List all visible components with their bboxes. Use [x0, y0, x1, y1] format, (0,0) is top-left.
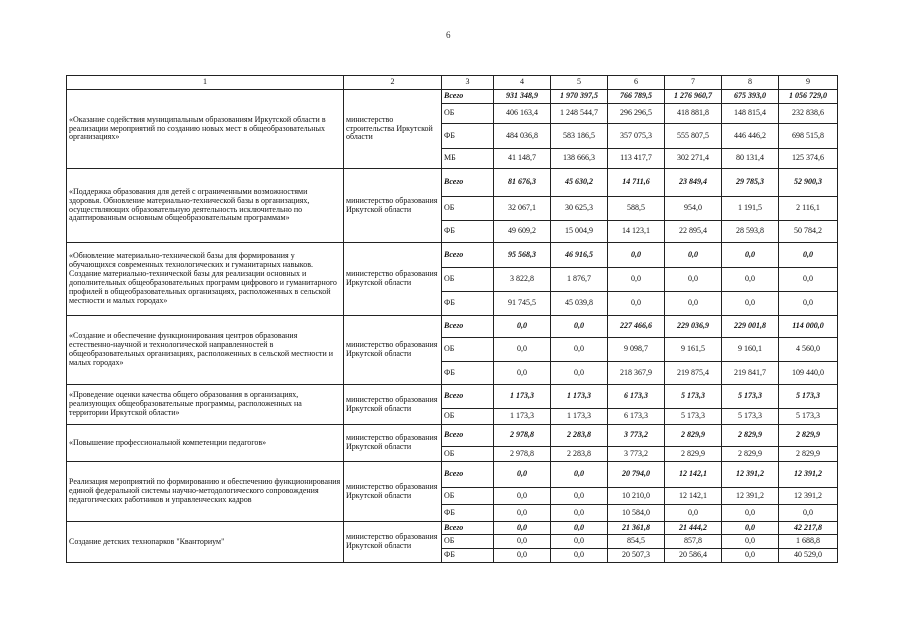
- amount-cell: 138 666,3: [551, 149, 608, 169]
- amount-cell: 484 036,8: [494, 124, 551, 149]
- funding-source: Всего: [442, 425, 494, 447]
- activity-description: «Повышение профессиональной компетенции педагогов»: [67, 425, 344, 462]
- amount-cell: 0,0: [665, 243, 722, 268]
- responsible-executor: министерство строительства Иркутской области: [344, 90, 442, 169]
- responsible-executor: министерство образования Иркутской области: [344, 316, 442, 385]
- amount-cell: 5 173,3: [722, 385, 779, 409]
- amount-cell: 0,0: [494, 362, 551, 385]
- amount-cell: 0,0: [608, 292, 665, 316]
- activity-description: «Проведение оценки качества общего образования в организациях, реализующих общеобразовательные программы, расположенных на территории Иркутской области»: [67, 385, 344, 425]
- amount-cell: 0,0: [722, 535, 779, 549]
- amount-cell: 0,0: [494, 522, 551, 535]
- amount-cell: 1 876,7: [551, 268, 608, 292]
- amount-cell: 14 123,1: [608, 221, 665, 243]
- activity-description: Реализация мероприятий по формированию и обеспечению функционирования единой федеральной системы научно-методологического сопровождения педагогических работников и управленческих кадров: [67, 462, 344, 522]
- funding-source: ОБ: [442, 197, 494, 221]
- column-number: 5: [551, 76, 608, 90]
- amount-cell: 2 978,8: [494, 447, 551, 462]
- column-number: 1: [67, 76, 344, 90]
- table-row: [67, 462, 838, 488]
- amount-cell: 0,0: [551, 549, 608, 563]
- funding-source: ОБ: [442, 338, 494, 362]
- funding-source: Всего: [442, 385, 494, 409]
- amount-cell: 0,0: [722, 292, 779, 316]
- table-row: [67, 316, 838, 338]
- amount-cell: 0,0: [551, 338, 608, 362]
- budget-table: [66, 75, 838, 563]
- amount-cell: 766 789,5: [608, 90, 665, 104]
- activity-description: «Поддержка образования для детей с ограниченными возможностями здоровья. Обновление материально-технической базы в организациях, осуществляющих образовательную деятельность исключительно по адаптированным основным общеобразовательным программам»: [67, 169, 344, 243]
- amount-cell: 5 173,3: [779, 385, 838, 409]
- amount-cell: 52 900,3: [779, 169, 838, 197]
- amount-cell: 114 000,0: [779, 316, 838, 338]
- amount-cell: 2 116,1: [779, 197, 838, 221]
- amount-cell: 50 784,2: [779, 221, 838, 243]
- amount-cell: 583 186,5: [551, 124, 608, 149]
- column-number: 3: [442, 76, 494, 90]
- amount-cell: 0,0: [551, 362, 608, 385]
- amount-cell: 2 829,9: [665, 447, 722, 462]
- amount-cell: 40 529,0: [779, 549, 838, 563]
- amount-cell: 854,5: [608, 535, 665, 549]
- amount-cell: 10 584,0: [608, 505, 665, 522]
- responsible-executor: министерство образования Иркутской области: [344, 243, 442, 316]
- amount-cell: 229 036,9: [665, 316, 722, 338]
- amount-cell: 0,0: [494, 338, 551, 362]
- activity-description: Создание детских технопарков "Кванториум": [67, 522, 344, 563]
- amount-cell: 0,0: [722, 522, 779, 535]
- funding-source: ФБ: [442, 505, 494, 522]
- table-row: [67, 90, 838, 104]
- amount-cell: 1 688,8: [779, 535, 838, 549]
- responsible-executor: министерство образования Иркутской области: [344, 169, 442, 243]
- table-row: [67, 425, 838, 447]
- amount-cell: 4 560,0: [779, 338, 838, 362]
- funding-source: ФБ: [442, 221, 494, 243]
- amount-cell: 0,0: [665, 292, 722, 316]
- funding-source: ФБ: [442, 124, 494, 149]
- amount-cell: 5 173,3: [665, 385, 722, 409]
- page-number: 6: [446, 30, 451, 40]
- amount-cell: 12 391,2: [722, 488, 779, 505]
- amount-cell: 0,0: [722, 268, 779, 292]
- funding-source: ОБ: [442, 447, 494, 462]
- amount-cell: 2 829,9: [779, 447, 838, 462]
- amount-cell: 5 173,3: [779, 409, 838, 425]
- amount-cell: 857,8: [665, 535, 722, 549]
- amount-cell: 9 160,1: [722, 338, 779, 362]
- column-number: 4: [494, 76, 551, 90]
- amount-cell: 125 374,6: [779, 149, 838, 169]
- amount-cell: 80 131,4: [722, 149, 779, 169]
- funding-source: ФБ: [442, 362, 494, 385]
- amount-cell: 229 001,8: [722, 316, 779, 338]
- amount-cell: 95 568,3: [494, 243, 551, 268]
- amount-cell: 2 829,9: [665, 425, 722, 447]
- amount-cell: 446 446,2: [722, 124, 779, 149]
- amount-cell: 12 142,1: [665, 488, 722, 505]
- amount-cell: 302 271,4: [665, 149, 722, 169]
- funding-source: ОБ: [442, 268, 494, 292]
- amount-cell: 1 970 397,5: [551, 90, 608, 104]
- amount-cell: 0,0: [779, 243, 838, 268]
- responsible-executor: министерство образования Иркутской области: [344, 522, 442, 563]
- amount-cell: 6 173,3: [608, 385, 665, 409]
- amount-cell: 3 822,8: [494, 268, 551, 292]
- activity-description: «Обновление материально-технической базы для формирования у обучающихся современных технологических и гуманитарных навыков. Создание материально-технической базы для реализации основных и дополнительных общеобразовательных программ цифрового и гуманитарного профилей в общеобразовательных организациях, расположенных в сельской местности и малых городах»: [67, 243, 344, 316]
- funding-source: ОБ: [442, 535, 494, 549]
- amount-cell: 219 841,7: [722, 362, 779, 385]
- amount-cell: 9 161,5: [665, 338, 722, 362]
- column-number: 9: [779, 76, 838, 90]
- funding-source: Всего: [442, 462, 494, 488]
- amount-cell: 3 773,2: [608, 447, 665, 462]
- amount-cell: 2 829,9: [722, 447, 779, 462]
- amount-cell: 0,0: [551, 488, 608, 505]
- table-row: [67, 243, 838, 268]
- funding-source: Всего: [442, 243, 494, 268]
- amount-cell: 931 348,9: [494, 90, 551, 104]
- amount-cell: 45 630,2: [551, 169, 608, 197]
- amount-cell: 1 173,3: [551, 385, 608, 409]
- amount-cell: 0,0: [722, 505, 779, 522]
- amount-cell: 28 593,8: [722, 221, 779, 243]
- amount-cell: 418 881,8: [665, 104, 722, 124]
- amount-cell: 698 515,8: [779, 124, 838, 149]
- amount-cell: 1 276 960,7: [665, 90, 722, 104]
- amount-cell: 23 849,4: [665, 169, 722, 197]
- amount-cell: 0,0: [494, 462, 551, 488]
- amount-cell: 6 173,3: [608, 409, 665, 425]
- amount-cell: 1 191,5: [722, 197, 779, 221]
- amount-cell: 0,0: [608, 268, 665, 292]
- amount-cell: 0,0: [779, 268, 838, 292]
- column-number-row: [67, 76, 838, 90]
- amount-cell: 357 075,3: [608, 124, 665, 149]
- amount-cell: 1 173,3: [494, 409, 551, 425]
- amount-cell: 1 248 544,7: [551, 104, 608, 124]
- amount-cell: 12 391,2: [779, 462, 838, 488]
- amount-cell: 15 004,9: [551, 221, 608, 243]
- amount-cell: 148 815,4: [722, 104, 779, 124]
- responsible-executor: министерство образования Иркутской области: [344, 425, 442, 462]
- amount-cell: 14 711,6: [608, 169, 665, 197]
- amount-cell: 12 142,1: [665, 462, 722, 488]
- amount-cell: 42 217,8: [779, 522, 838, 535]
- column-number: 7: [665, 76, 722, 90]
- amount-cell: 81 676,3: [494, 169, 551, 197]
- funding-source: Всего: [442, 522, 494, 535]
- amount-cell: 1 173,3: [551, 409, 608, 425]
- amount-cell: 45 039,8: [551, 292, 608, 316]
- amount-cell: 2 283,8: [551, 447, 608, 462]
- amount-cell: 0,0: [608, 243, 665, 268]
- amount-cell: 0,0: [665, 268, 722, 292]
- amount-cell: 91 745,5: [494, 292, 551, 316]
- amount-cell: 113 417,7: [608, 149, 665, 169]
- amount-cell: 0,0: [494, 488, 551, 505]
- amount-cell: 0,0: [494, 316, 551, 338]
- activity-description: «Создание и обеспечение функционирования центров образования естественно-научной и технологической направленностей в общеобразовательных организациях, расположенных в сельской местности и малых городах»: [67, 316, 344, 385]
- amount-cell: 0,0: [551, 505, 608, 522]
- amount-cell: 0,0: [551, 316, 608, 338]
- amount-cell: 0,0: [494, 505, 551, 522]
- table-row: [67, 385, 838, 409]
- column-number: 6: [608, 76, 665, 90]
- amount-cell: 0,0: [722, 243, 779, 268]
- amount-cell: 21 361,8: [608, 522, 665, 535]
- amount-cell: 21 444,2: [665, 522, 722, 535]
- amount-cell: 0,0: [551, 522, 608, 535]
- amount-cell: 30 625,3: [551, 197, 608, 221]
- funding-source: ФБ: [442, 549, 494, 563]
- amount-cell: 49 609,2: [494, 221, 551, 243]
- amount-cell: 675 393,0: [722, 90, 779, 104]
- amount-cell: 9 098,7: [608, 338, 665, 362]
- amount-cell: 29 785,3: [722, 169, 779, 197]
- amount-cell: 20 794,0: [608, 462, 665, 488]
- amount-cell: 3 773,2: [608, 425, 665, 447]
- activity-description: «Оказание содействия муниципальным образованиям Иркутской области в реализации мероприятий по созданию новых мест в общеобразовательных организациях»: [67, 90, 344, 169]
- amount-cell: 32 067,1: [494, 197, 551, 221]
- amount-cell: 0,0: [551, 462, 608, 488]
- funding-source: Всего: [442, 169, 494, 197]
- funding-source: ОБ: [442, 488, 494, 505]
- amount-cell: 109 440,0: [779, 362, 838, 385]
- funding-source: Всего: [442, 90, 494, 104]
- amount-cell: 954,0: [665, 197, 722, 221]
- amount-cell: 5 173,3: [722, 409, 779, 425]
- amount-cell: 22 895,4: [665, 221, 722, 243]
- amount-cell: 2 829,9: [779, 425, 838, 447]
- amount-cell: 406 163,4: [494, 104, 551, 124]
- amount-cell: 12 391,2: [779, 488, 838, 505]
- amount-cell: 12 391,2: [722, 462, 779, 488]
- amount-cell: 232 838,6: [779, 104, 838, 124]
- table-row: [67, 169, 838, 197]
- column-number: 2: [344, 76, 442, 90]
- amount-cell: 0,0: [494, 549, 551, 563]
- funding-source: ОБ: [442, 104, 494, 124]
- amount-cell: 555 807,5: [665, 124, 722, 149]
- table-row: [67, 522, 838, 535]
- amount-cell: 20 507,3: [608, 549, 665, 563]
- amount-cell: 218 367,9: [608, 362, 665, 385]
- amount-cell: 0,0: [551, 535, 608, 549]
- amount-cell: 0,0: [779, 292, 838, 316]
- table-body: [67, 90, 838, 563]
- amount-cell: 5 173,3: [665, 409, 722, 425]
- amount-cell: 2 829,9: [722, 425, 779, 447]
- amount-cell: 10 210,0: [608, 488, 665, 505]
- amount-cell: 0,0: [722, 549, 779, 563]
- responsible-executor: министерство образования Иркутской области: [344, 385, 442, 425]
- amount-cell: 588,5: [608, 197, 665, 221]
- amount-cell: 41 148,7: [494, 149, 551, 169]
- funding-source: ОБ: [442, 409, 494, 425]
- amount-cell: 1 173,3: [494, 385, 551, 409]
- amount-cell: 20 586,4: [665, 549, 722, 563]
- funding-source: ФБ: [442, 292, 494, 316]
- amount-cell: 0,0: [494, 535, 551, 549]
- amount-cell: 46 916,5: [551, 243, 608, 268]
- amount-cell: 2 978,8: [494, 425, 551, 447]
- amount-cell: 296 296,5: [608, 104, 665, 124]
- amount-cell: 1 056 729,0: [779, 90, 838, 104]
- funding-source: МБ: [442, 149, 494, 169]
- amount-cell: 2 283,8: [551, 425, 608, 447]
- amount-cell: 219 875,4: [665, 362, 722, 385]
- amount-cell: 0,0: [779, 505, 838, 522]
- column-number: 8: [722, 76, 779, 90]
- amount-cell: 227 466,6: [608, 316, 665, 338]
- funding-source: Всего: [442, 316, 494, 338]
- amount-cell: 0,0: [665, 505, 722, 522]
- responsible-executor: министерство образования Иркутской области: [344, 462, 442, 522]
